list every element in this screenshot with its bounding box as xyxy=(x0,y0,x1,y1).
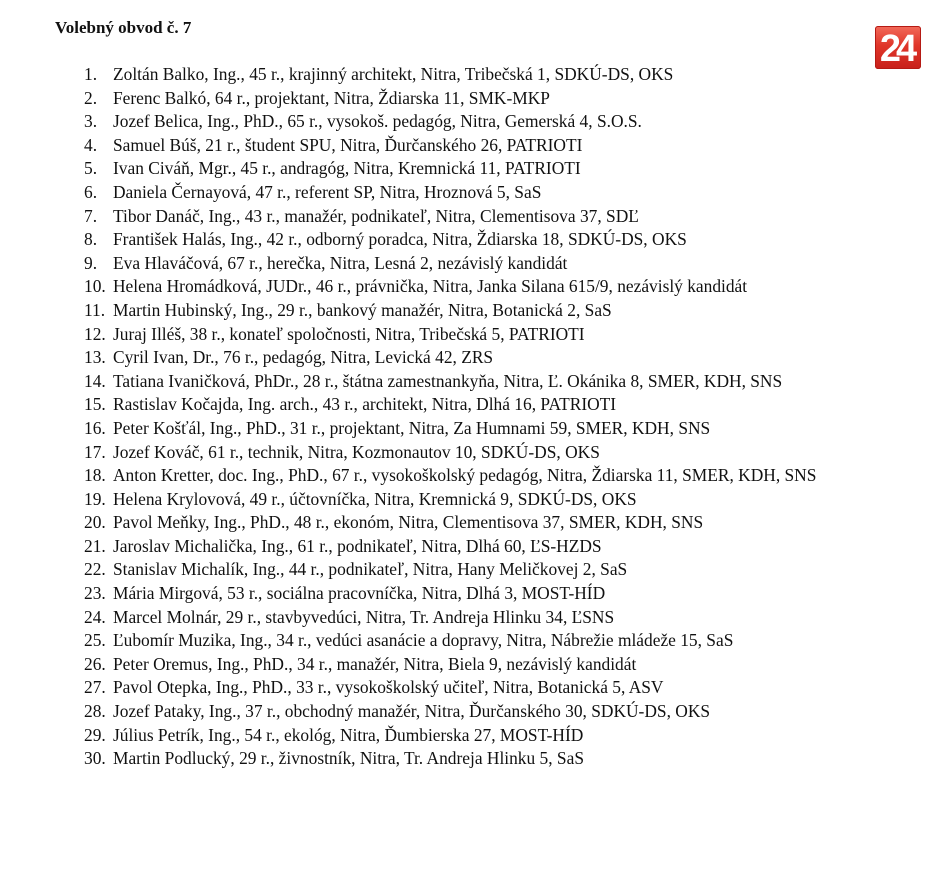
candidate-text: Martin Podlucký, 29 r., živnostník, Nitra, Tr. Andreja Hlinku 5, SaS xyxy=(113,748,584,769)
item-number: 3. xyxy=(84,111,98,132)
list-item xyxy=(84,87,839,111)
candidate-text: Eva Hlaváčová, 67 r., herečka, Nitra, Lesná 2, nezávislý kandidát xyxy=(113,252,568,273)
candidate-text: Zoltán Balko, Ing., 45 r., krajinný architekt, Nitra, Tribečská 1, SDKÚ-DS, OKS xyxy=(113,64,674,84)
page-title: Volebný obvod č. 7 xyxy=(55,18,192,37)
list-item xyxy=(84,676,839,700)
candidate-text: Jozef Pataky, Ing., 37 r., obchodný manažér, Nitra, Ďurčanského 30, SDKÚ-DS, OKS xyxy=(113,701,711,722)
list-item xyxy=(84,252,839,276)
item-number: 12. xyxy=(84,323,106,344)
item-number: 26. xyxy=(84,653,106,674)
candidate-text: Jozef Belica, Ing., PhD., 65 r., vysokoš. pedagóg, Nitra, Gemerská 4, S.O.S. xyxy=(113,111,642,132)
list-item xyxy=(84,653,839,677)
list-item xyxy=(84,417,839,441)
item-number: 20. xyxy=(84,512,106,533)
item-number: 25. xyxy=(84,630,106,651)
candidate-text: Jaroslav Michalička, Ing., 61 r., podnikateľ, Nitra, Dlhá 60, ĽS-HZDS xyxy=(113,535,602,556)
item-number: 6. xyxy=(84,181,98,202)
item-number: 19. xyxy=(84,488,106,509)
list-item xyxy=(84,205,839,229)
item-number: 2. xyxy=(84,87,98,108)
list-item xyxy=(84,157,839,181)
list-item xyxy=(84,464,839,488)
item-number: 13. xyxy=(84,347,106,368)
candidate-text: Helena Hromádková, JUDr., 46 r., právnička, Nitra, Janka Silana 615/9, nezávislý kandidát xyxy=(113,276,748,297)
list-item xyxy=(84,535,839,559)
candidate-text: Helena Krylovová, 49 r., účtovníčka, Nitra, Kremnická 9, SDKÚ-DS, OKS xyxy=(113,488,637,509)
candidate-text: Rastislav Kočajda, Ing. arch., 43 r., architekt, Nitra, Dlhá 16, PATRIOTI xyxy=(113,394,617,415)
list-item xyxy=(84,181,839,205)
list-item xyxy=(84,700,839,724)
item-number: 15. xyxy=(84,394,106,415)
item-number: 11. xyxy=(84,299,106,320)
list-item xyxy=(84,441,839,465)
list-item xyxy=(84,346,839,370)
list-item xyxy=(84,629,839,653)
logo-24-icon: 24 xyxy=(875,26,921,69)
list-item xyxy=(84,511,839,535)
item-number: 9. xyxy=(84,252,98,273)
item-number: 16. xyxy=(84,417,106,438)
candidate-text: Marcel Molnár, 29 r., stavbyvedúci, Nitra, Tr. Andreja Hlinku 34, ĽSNS xyxy=(113,606,615,627)
list-item xyxy=(84,747,839,771)
candidate-text: František Halás, Ing., 42 r., odborný poradca, Nitra, Ždiarska 18, SDKÚ-DS, OKS xyxy=(113,229,687,250)
candidate-text: Pavol Otepka, Ing., PhD., 33 r., vysokoškolský učiteľ, Nitra, Botanická 5, ASV xyxy=(113,677,664,698)
item-number: 21. xyxy=(84,535,106,556)
item-number: 17. xyxy=(84,441,106,462)
candidate-text: Ferenc Balkó, 64 r., projektant, Nitra, Ždiarska 11, SMK-MKP xyxy=(113,87,550,108)
candidate-text: Mária Mirgová, 53 r., sociálna pracovníčka, Nitra, Dlhá 3, MOST-HÍD xyxy=(113,583,606,604)
list-item xyxy=(84,110,839,134)
list-item xyxy=(84,582,839,606)
item-number: 29. xyxy=(84,724,106,745)
list-item xyxy=(84,370,839,394)
candidate-text: Samuel Búš, 21 r., študent SPU, Nitra, Ďurčanského 26, PATRIOTI xyxy=(113,134,583,155)
item-number: 14. xyxy=(84,370,106,391)
list-item xyxy=(84,275,839,299)
item-number: 27. xyxy=(84,677,106,698)
candidate-text: Július Petrík, Ing., 54 r., ekológ, Nitra, Ďumbierska 27, MOST-HÍD xyxy=(113,724,584,745)
list-item xyxy=(84,558,839,582)
item-number: 30. xyxy=(84,748,106,769)
item-number: 1. xyxy=(84,64,98,84)
candidate-text: Juraj Illéš, 38 r., konateľ spoločnosti, Nitra, Tribečská 5, PATRIOTI xyxy=(113,323,585,344)
candidate-text: Tatiana Ivaničková, PhDr., 28 r., štátna zamestnankyňa, Nitra, Ľ. Okánika 8, SMER, KDH, SNS xyxy=(113,370,783,391)
item-number: 8. xyxy=(84,229,98,250)
list-item xyxy=(84,299,839,323)
list-item xyxy=(84,134,839,158)
list-item xyxy=(84,724,839,748)
candidate-text: Anton Kretter, doc. Ing., PhD., 67 r., vysokoškolský pedagóg, Nitra, Ždiarska 11, SMER, KDH, SNS xyxy=(113,465,817,486)
list-item xyxy=(84,606,839,630)
candidate-text: Ľubomír Muzika, Ing., 34 r., vedúci asanácie a dopravy, Nitra, Nábrežie mládeže 15, SaS xyxy=(113,630,734,651)
list-item xyxy=(84,488,839,512)
candidate-list xyxy=(84,63,839,771)
item-number: 5. xyxy=(84,158,98,179)
item-number: 28. xyxy=(84,701,106,722)
candidate-text: Martin Hubinský, Ing., 29 r., bankový manažér, Nitra, Botanická 2, SaS xyxy=(113,299,612,320)
candidate-text: Tibor Danáč, Ing., 43 r., manažér, podnikateľ, Nitra, Clementisova 37, SDĽ xyxy=(113,205,639,226)
candidate-text: Jozef Kováč, 61 r., technik, Nitra, Kozmonautov 10, SDKÚ-DS, OKS xyxy=(113,441,600,462)
item-number: 18. xyxy=(84,465,106,486)
list-item xyxy=(84,323,839,347)
candidate-text: Stanislav Michalík, Ing., 44 r., podnikateľ, Nitra, Hany Meličkovej 2, SaS xyxy=(113,559,628,580)
candidate-text: Cyril Ivan, Dr., 76 r., pedagóg, Nitra, Levická 42, ZRS xyxy=(113,347,494,368)
list-item xyxy=(84,393,839,417)
list-item xyxy=(84,63,839,87)
candidate-text: Ivan Civáň, Mgr., 45 r., andragóg, Nitra, Kremnická 11, PATRIOTI xyxy=(113,158,581,179)
candidate-text: Peter Oremus, Ing., PhD., 34 r., manažér, Nitra, Biela 9, nezávislý kandidát xyxy=(113,653,637,674)
item-number: 24. xyxy=(84,606,106,627)
item-number: 10. xyxy=(84,276,106,297)
candidate-text: Daniela Černayová, 47 r., referent SP, Nitra, Hroznová 5, SaS xyxy=(113,181,542,202)
item-number: 7. xyxy=(84,205,98,226)
item-number: 23. xyxy=(84,583,106,604)
candidate-text: Peter Košťál, Ing., PhD., 31 r., projektant, Nitra, Za Humnami 59, SMER, KDH, SNS xyxy=(113,417,711,438)
list-item xyxy=(84,228,839,252)
candidate-text: Pavol Meňky, Ing., PhD., 48 r., ekonóm, Nitra, Clementisova 37, SMER, KDH, SNS xyxy=(113,512,704,533)
item-number: 22. xyxy=(84,559,106,580)
item-number: 4. xyxy=(84,134,98,155)
